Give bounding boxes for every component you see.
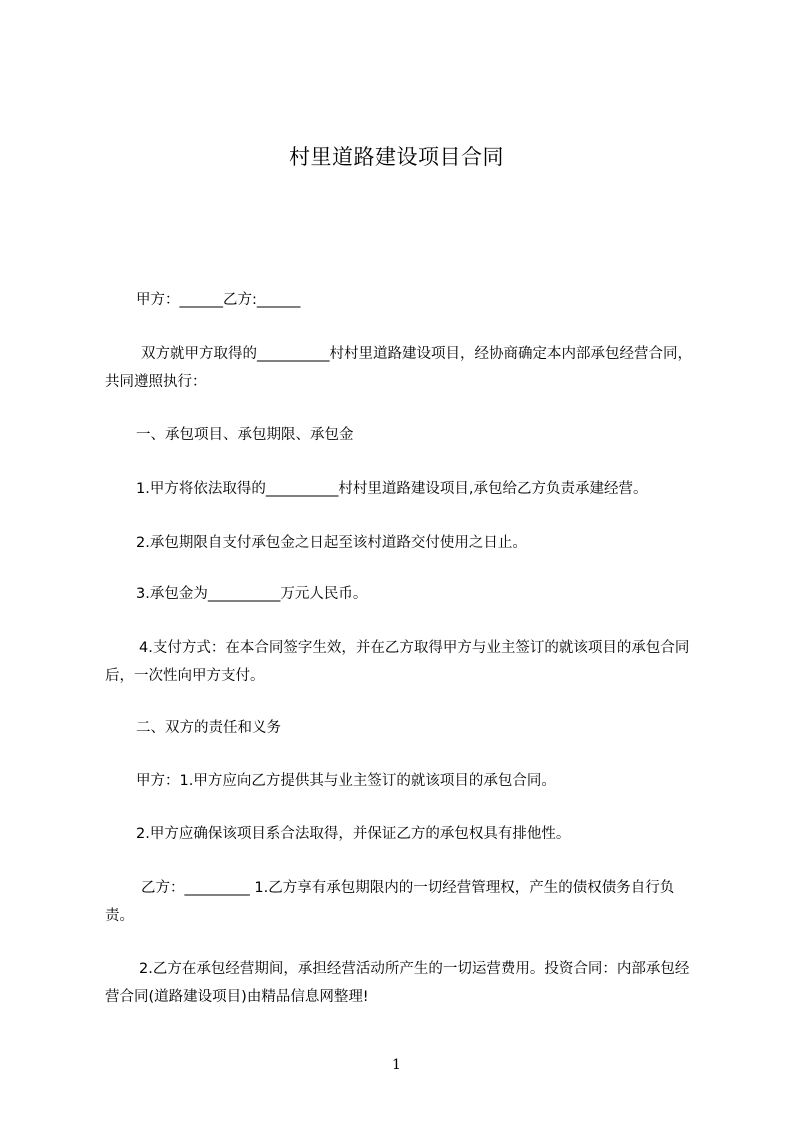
clause-1-3: 3.承包金为__________万元人民币。 — [136, 586, 368, 602]
party-a-clause-2: 2.甲方应确保该项目系合法取得，并保证乙方的承包权具有排他性。 — [136, 826, 571, 842]
document-title: 村里道路建设项目合同 — [289, 145, 504, 169]
clause-1-2: 2.承包期限自支付承包金之日起至该村道路交付使用之日止。 — [136, 535, 527, 551]
intro-paragraph: 双方就甲方取得的__________村村里道路建设项目，经协商确定本内部承包经营合同，共同遵照执行： — [105, 346, 692, 390]
page-number: 1 — [392, 1057, 401, 1073]
clause-1-4: 4.支付方式：在本合同签字生效，并在乙方取得甲方与业主签订的就该项目的承包合同后，一次性向甲方支付。 — [105, 640, 690, 684]
section-heading-1: 一、承包项目、承包期限、承包金 — [136, 427, 354, 443]
party-a-clause-1: 甲方：1.甲方应向乙方提供其与业主签订的就该项目的承包合同。 — [136, 773, 556, 789]
party-b-clause-1: 乙方：_________ 1.乙方享有承包期限内的一切经营管理权，产生的债权债务自行负责。 — [105, 880, 675, 924]
party-b-clause-2: 2.乙方在承包经营期间，承担经营活动所产生的一切运营费用。投资合同：内部承包经营合同(道路建设项目)由精品信息网整理! — [105, 961, 690, 1005]
party-line: 甲方：______乙方:______ — [136, 292, 301, 308]
section-heading-2: 二、双方的责任和义务 — [136, 720, 281, 736]
clause-1-1: 1.甲方将依法取得的__________村村里道路建设项目,承包给乙方负责承建经营。 — [136, 481, 648, 497]
